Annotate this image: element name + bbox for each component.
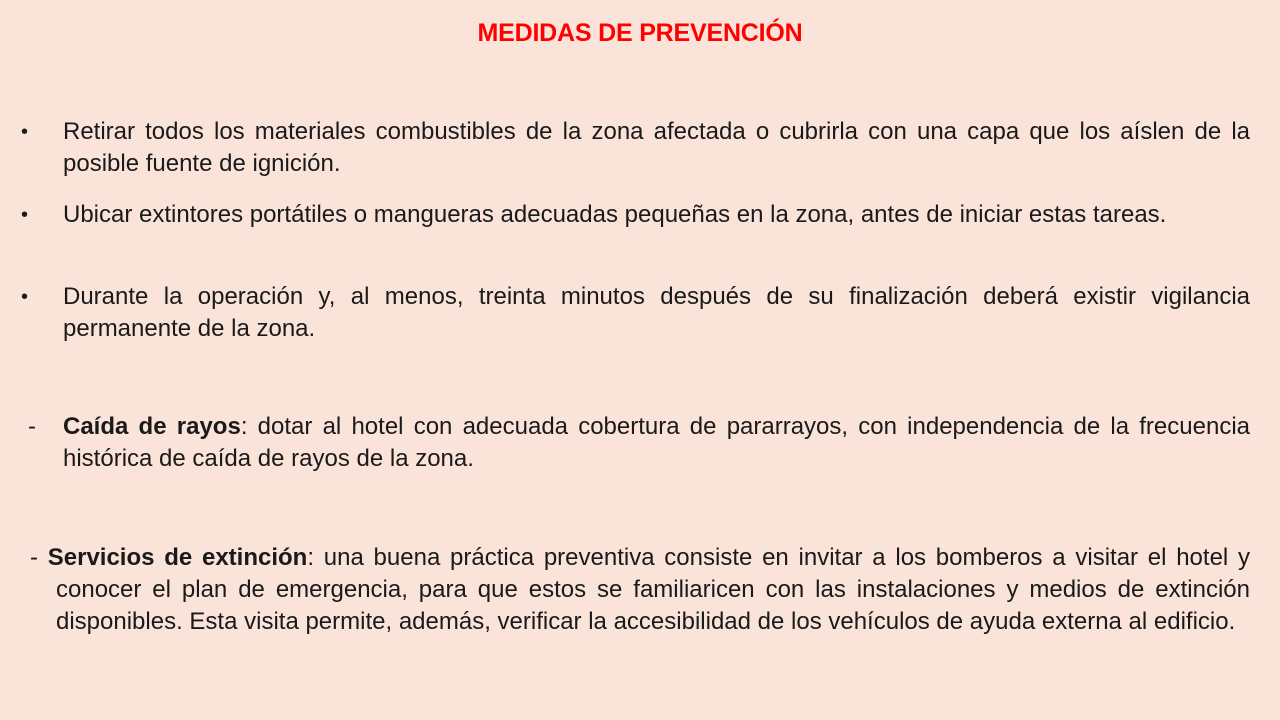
dash-item-rayos xyxy=(28,411,1250,475)
bullet-marker: • xyxy=(21,204,29,226)
bullet-item xyxy=(21,281,1250,345)
bullet-item xyxy=(21,199,1250,231)
dash-term: Caída de rayos xyxy=(63,413,241,440)
dash-item-extincion xyxy=(30,542,1250,638)
dash-marker: - xyxy=(28,413,36,440)
dash-text: : dotar al hotel con adecuada cobertura de pararrayos, con independencia de la frecuencia histórica de caída de rayos de la zona. xyxy=(63,413,1250,472)
bullet-list xyxy=(21,199,1250,231)
bullet-text: Durante la operación y, al menos, treinta minutos después de su finalización deberá existir vigilancia permanente de la zona. xyxy=(63,283,1250,342)
dash-term: Servicios de extinción xyxy=(47,544,308,571)
bullet-text: Ubicar extintores portátiles o mangueras adecuadas pequeñas en la zona, antes de iniciar estas tareas. xyxy=(63,201,1167,228)
slide-title: MEDIDAS DE PREVENCIÓN xyxy=(477,19,803,47)
bullet-marker: • xyxy=(21,286,29,308)
bullet-marker: • xyxy=(21,121,29,143)
bullet-text: Retirar todos los materiales combustibles de la zona afectada o cubrirla con una capa que los aíslen de la posible fuente de ignición. xyxy=(63,118,1250,177)
bullet-list xyxy=(21,116,1250,180)
bullet-list xyxy=(21,281,1250,345)
dash-marker: - xyxy=(30,544,48,571)
dash-text: : una buena práctica preventiva consiste en invitar a los bomberos a visitar el hotel y conocer el plan de emergencia, para que estos se familiaricen con las instalaciones y medios de extinción disponibles. Esta visita permite, además, verificar la accesibilidad de los vehículos de ayuda externa al edificio. xyxy=(56,544,1250,635)
bullet-item xyxy=(21,116,1250,180)
